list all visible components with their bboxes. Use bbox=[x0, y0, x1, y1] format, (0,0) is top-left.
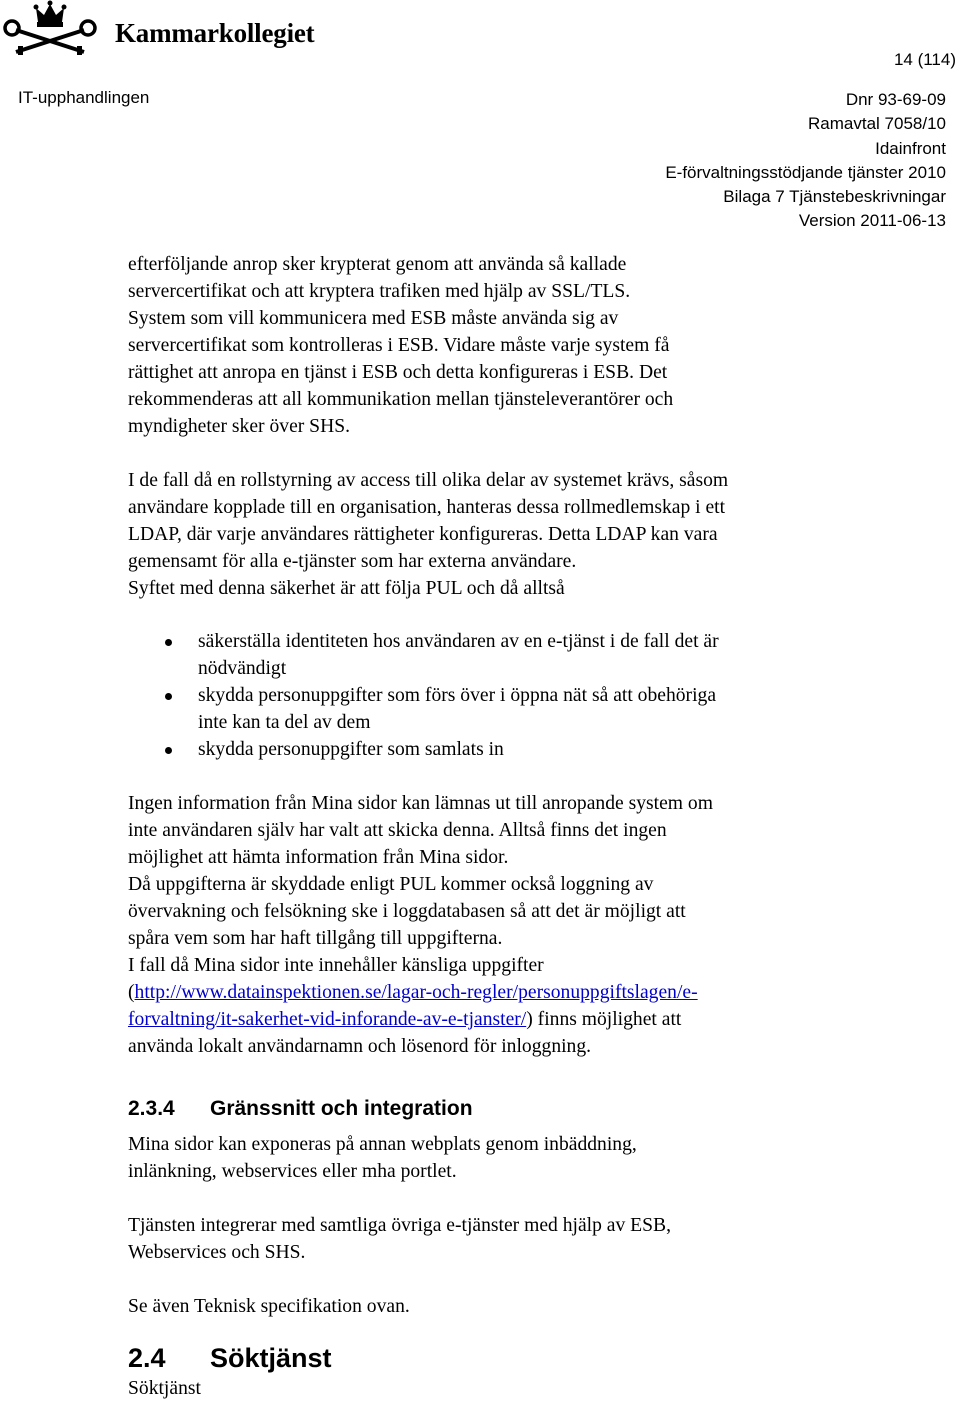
text-line: rättighet att anropa en tjänst i ESB och detta konfigureras i ESB. Det bbox=[128, 362, 668, 383]
bullet-icon bbox=[165, 639, 172, 646]
document-name: IT-upphandlingen bbox=[18, 88, 150, 107]
paragraph-see-also bbox=[128, 1293, 410, 1320]
text-line: servercertifikat och att kryptera trafiken med hjälp av SSL/TLS. bbox=[128, 281, 631, 302]
text-line: Söktjänst bbox=[128, 1378, 201, 1399]
paragraph-ldap bbox=[128, 467, 728, 602]
text-line bbox=[128, 1006, 713, 1033]
meta-supplier: Idainfront bbox=[875, 138, 946, 158]
paragraph-soktjanst bbox=[128, 1375, 201, 1402]
bullet-icon bbox=[165, 693, 172, 700]
meta-dnr: Dnr 93-69-09 bbox=[845, 90, 946, 109]
section-number: 2.3.4 bbox=[128, 1097, 175, 1120]
list-item bbox=[128, 628, 719, 682]
meta-ramavtal: Ramavtal 7058/10 bbox=[808, 114, 946, 134]
paragraph-integration bbox=[128, 1212, 671, 1266]
text-line: LDAP, där varje användares rättigheter konfigureras. Detta LDAP kan vara bbox=[128, 524, 718, 545]
text-line: använda lokalt användarnamn och lösenord för inloggning. bbox=[128, 1036, 592, 1057]
text-line: Se även Teknisk specifikation ovan. bbox=[128, 1296, 410, 1317]
section-title: Gränssnitt och integration bbox=[210, 1097, 473, 1120]
paragraph-mina-sidor bbox=[128, 790, 713, 1060]
paragraph-exponering bbox=[128, 1131, 637, 1185]
text-line: inlänkning, webservices eller mha portlet. bbox=[128, 1161, 457, 1182]
list-item bbox=[128, 682, 719, 736]
text-line: inte kan ta del av dem bbox=[198, 712, 371, 733]
text-line: Mina sidor kan exponeras på annan webplats genom inbäddning, bbox=[128, 1134, 637, 1155]
document-meta bbox=[665, 88, 946, 234]
text-line: inte användaren själv har valt att skicka denna. Alltså finns det ingen bbox=[128, 820, 667, 841]
logo-text: Kammarkollegiet bbox=[115, 18, 315, 48]
text-line bbox=[128, 979, 713, 1006]
kammarkollegiet-logo bbox=[0, 0, 330, 58]
page-number: 14 (114) bbox=[893, 50, 956, 69]
text-line: System som vill kommunicera med ESB måste använda sig av bbox=[128, 308, 619, 329]
text-line: Tjänsten integrerar med samtliga övriga e-tjänster med hjälp av ESB, bbox=[128, 1215, 672, 1236]
list-item bbox=[128, 736, 719, 763]
text-line: I fall då Mina sidor inte innehåller känsliga uppgifter bbox=[128, 955, 544, 976]
section-heading-2-4 bbox=[128, 1343, 332, 1374]
text-line: I de fall då en rollstyrning av access till olika delar av systemet krävs, såsom bbox=[128, 470, 729, 491]
meta-area: E-förvaltningsstödjande tjänster 2010 bbox=[665, 162, 946, 182]
paren-open: ( bbox=[128, 982, 135, 1003]
text-line: skydda personuppgifter som förs över i öppna nät så att obehöriga bbox=[198, 685, 717, 706]
datainspektionen-link-cont[interactable]: forvaltning/it-sakerhet-vid-inforande-av-e-tjanster/ bbox=[128, 1009, 527, 1030]
text-line: spåra vem som har haft tillgång till uppgifterna. bbox=[128, 928, 503, 949]
datainspektionen-link[interactable]: http://www.datainspektionen.se/lagar-och-regler/personuppgiftslagen/e- bbox=[134, 982, 698, 1003]
link-trailing-text: ) finns möjlighet att bbox=[526, 1009, 682, 1030]
bullet-list bbox=[128, 628, 719, 763]
text-line: gemensamt för alla e-tjänster som har externa användare. bbox=[128, 551, 577, 572]
text-line: Då uppgifterna är skyddade enligt PUL kommer också loggning av bbox=[128, 874, 654, 895]
section-number: 2.4 bbox=[128, 1343, 166, 1373]
text-line: säkerställa identiteten hos användaren av en e-tjänst i de fall det är bbox=[198, 631, 719, 652]
crown-keys-icon bbox=[2, 0, 114, 56]
text-line: efterföljande anrop sker krypterat genom att använda så kallade bbox=[128, 254, 627, 275]
text-line: myndigheter sker över SHS. bbox=[128, 416, 351, 437]
text-line: användare kopplade till en organisation, hanteras dessa rollmedlemskap i ett bbox=[128, 497, 726, 518]
text-line: skydda personuppgifter som samlats in bbox=[198, 739, 504, 760]
bullet-icon bbox=[165, 747, 172, 754]
text-line: rekommenderas att all kommunikation mellan tjänsteleverantörer och bbox=[128, 389, 674, 410]
section-title: Söktjänst bbox=[210, 1343, 332, 1373]
text-line: övervakning och felsökning ske i loggdatabasen så att det är möjligt att bbox=[128, 901, 686, 922]
text-line: möjlighet att hämta information från Mina sidor. bbox=[128, 847, 509, 868]
text-line: servercertifikat som kontrolleras i ESB. Vidare måste varje system få bbox=[128, 335, 670, 356]
paragraph-esb-security bbox=[128, 251, 673, 440]
text-line: Syftet med denna säkerhet är att följa PUL och då alltså bbox=[128, 578, 565, 599]
meta-bilaga: Bilaga 7 Tjänstebeskrivningar bbox=[723, 187, 946, 207]
section-heading-2-3-4 bbox=[128, 1097, 473, 1121]
text-line: Ingen information från Mina sidor kan lämnas ut till anropande system om bbox=[128, 793, 713, 814]
text-line: Webservices och SHS. bbox=[128, 1242, 306, 1263]
meta-version: Version 2011-06-13 bbox=[798, 211, 946, 231]
text-line: nödvändigt bbox=[198, 658, 287, 679]
